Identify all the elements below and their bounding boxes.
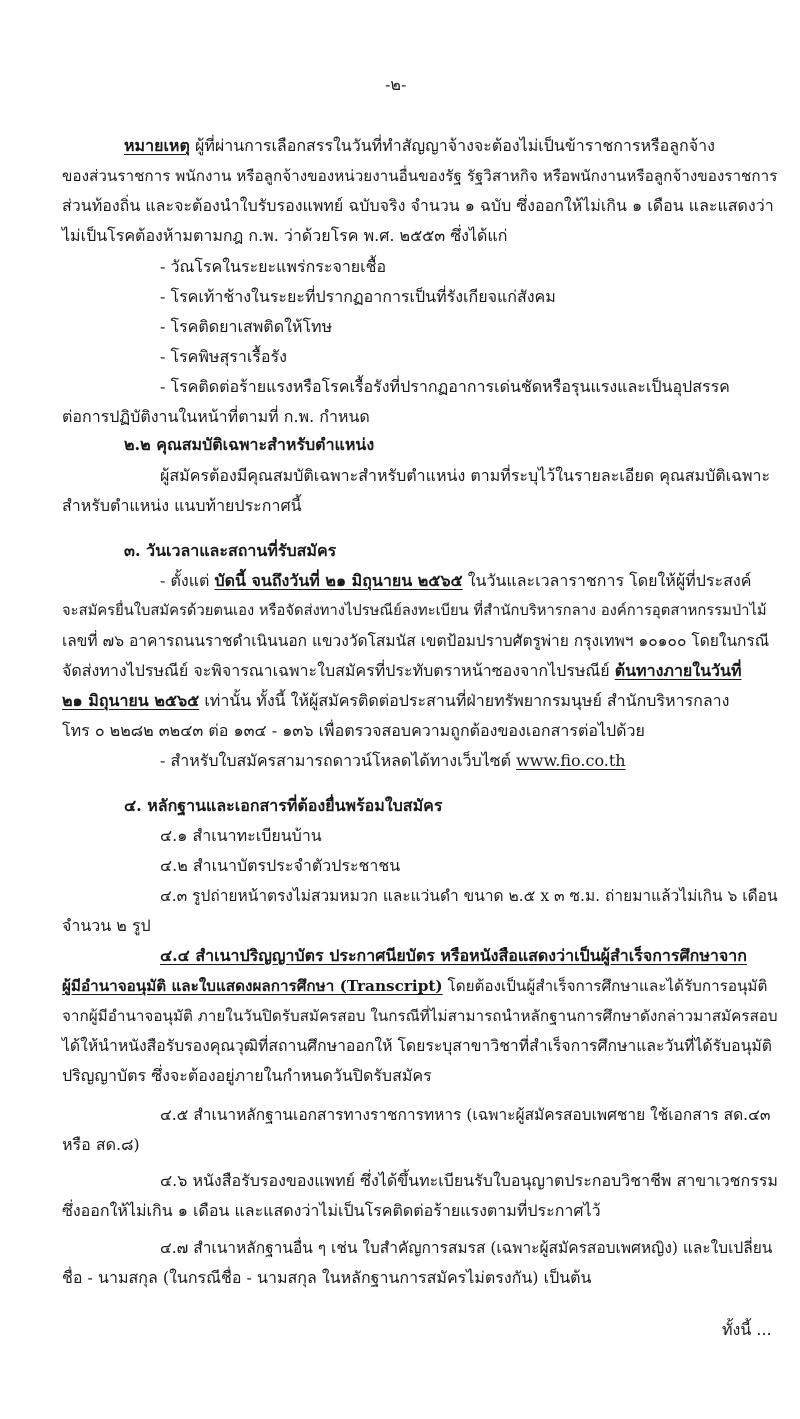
item-4-6-line-2: ซึ่งออกให้ไม่เกิน ๑ เดือน และแสดงว่าไม่เป็นโรคติดต่อร้ายแรงตามที่ประกาศไว้ <box>62 1201 601 1220</box>
item-4-5-line-2: หรือ สด.๘) <box>62 1135 140 1154</box>
section-22-line-2: สำหรับตำแหน่ง แนบท้ายประกาศนี้ <box>62 496 302 515</box>
item-4-4-line-2-suffix: โดยต้องเป็นผู้สำเร็จการศึกษาและได้รับการอนุมัติ <box>442 977 768 995</box>
section-3-line-6: โทร ๐ ๒๒๘๒ ๓๒๔๓ ต่อ ๑๓๔ - ๑๓๖ เพื่อตรวจสอบความถูกต้องของเอกสารต่อไปด้วย <box>62 721 645 740</box>
item-4-7-line-1: ๔.๗ สำเนาหลักฐานอื่น ๆ เช่น ใบสำคัญการสมรส (เฉพาะผู้สมัครสอบเพศหญิง) และใบเปลี่ยน <box>160 1239 773 1257</box>
website-link[interactable]: www.fio.co.th <box>516 751 626 770</box>
section-3-line-5-suffix: เท่านั้น ทั้งนี้ ให้ผู้สมัครติดต่อประสานที่ฝ่ายทรัพยากรมนุษย์ สำนักบริหารกลาง <box>199 691 730 710</box>
item-4-3-line-2: จำนวน ๒ รูป <box>62 916 151 935</box>
disease-item: - โรคติดยาเสพติดให้โทษ <box>160 317 333 336</box>
note-line-4: ไม่เป็นโรคต้องห้ามตามกฎ ก.พ. ว่าด้วยโรค พ.ศ. ๒๕๕๓ ซึ่งได้แก่ <box>62 226 508 245</box>
note-line-1 <box>124 135 715 157</box>
page-number: -๒- <box>385 75 407 94</box>
section-3-line-1-prefix: - ตั้งแต่ <box>160 571 215 590</box>
section-3-line-3: เลขที่ ๗๖ อาคารถนนราชดำเนินนอก แขวงวัดโสมนัส เขตป้อมปราบศัตรูพ่าย กรุงเทพฯ ๑๐๑๐๐ โดยในกรณี <box>62 632 770 650</box>
section-3-line-2: จะสมัครยื่นใบสมัครด้วยตนเอง หรือจัดส่งทางไปรษณีย์ลงทะเบียน ที่สำนักบริหารกลาง องค์การอุตสาหกรรมป่าไม้ <box>62 602 767 619</box>
application-dates: บัดนี้ จนถึงวันที่ ๒๑ มิถุนายน ๒๕๖๕ <box>214 571 463 590</box>
section-3-heading: ๓. วันเวลาและสถานที่รับสมัคร <box>124 541 337 560</box>
item-4-4-emphasis-cont: ผู้มีอำนาจอนุมัติ และใบแสดงผลการศึกษา (Transcript) <box>62 977 443 995</box>
disease-item: - วัณโรคในระยะแพร่กระจายเชื้อ <box>160 257 387 276</box>
item-4-7-line-2: ชื่อ - นามสกุล (ในกรณีชื่อ - นามสกุล ในหลักฐานการสมัครไม่ตรงกัน) เป็นต้น <box>62 1268 592 1287</box>
item-4-4-line-2 <box>62 975 767 997</box>
disease-item: - โรคเท้าช้างในระยะที่ปรากฏอาการเป็นที่รังเกียจแก่สังคม <box>160 287 556 306</box>
section-22-line-1: ผู้สมัครต้องมีคุณสมบัติเฉพาะสำหรับตำแหน่ง ตามที่ระบุไว้ในรายละเอียด คุณสมบัติเฉพาะ <box>160 466 771 485</box>
item-4-2: ๔.๒ สำเนาบัตรประจำตัวประชาชน <box>160 856 401 875</box>
item-4-6-line-1: ๔.๖ หนังสือรับรองของแพทย์ ซึ่งได้ขึ้นทะเบียนรับใบอนุญาตประกอบวิชาชีพ สาขาเวชกรรม <box>160 1171 778 1190</box>
item-4-3-line-1: ๔.๓ รูปถ่ายหน้าตรงไม่สวมหมวก และแว่นดำ ขนาด ๒.๕ x ๓ ซ.ม. ถ่ายมาแล้วไม่เกิน ๖ เดือน <box>160 887 778 905</box>
note-line-1-text: ผู้ที่ผ่านการเลือกสรรในวันที่ทำสัญญาจ้างจะต้องไม่เป็นข้าราชการหรือลูกจ้าง <box>194 136 715 155</box>
note-label: หมายเหตุ <box>124 136 190 155</box>
item-4-4-line-4: ได้ให้นำหนังสือรับรองคุณวุฒิที่สถานศึกษาออกให้ โดยระบุสาขาวิชาที่สำเร็จการศึกษาและวันที่ได้รับอนุมัติ <box>62 1036 772 1055</box>
section-3-download-line <box>160 750 626 772</box>
postmark-deadline-date: ๒๑ มิถุนายน ๒๕๖๕ <box>62 691 200 710</box>
section-3-line-4-prefix: จัดส่งทางไปรษณีย์ จะพิจารณาเฉพาะใบสมัครที่ประทับตราหน้าซองจากไปรษณีย์ <box>62 661 615 680</box>
item-4-5-line-1: ๔.๕ สำเนาหลักฐานเอกสารทางราชการทหาร (เฉพาะผู้สมัครสอบเพศชาย ใช้เอกสาร สด.๔๓ <box>160 1106 771 1124</box>
item-4-4-line-5: ปริญญาบัตร ซึ่งจะต้องอยู่ภายในกำหนดวันปิดรับสมัคร <box>62 1066 432 1085</box>
item-4-4-emphasis: ๔.๔ สำเนาปริญญาบัตร ประกาศนียบัตร หรือหนังสือแสดงว่าเป็นผู้สำเร็จการศึกษาจาก <box>160 946 747 965</box>
download-prefix: - สำหรับใบสมัครสามารถดาวน์โหลดได้ทางเว็บไซต์ <box>160 751 517 770</box>
disease-continuation: ต่อการปฏิบัติงานในหน้าที่ตามที่ ก.พ. กำหนด <box>62 407 370 426</box>
note-line-2: ของส่วนราชการ พนักงาน หรือลูกจ้างของหน่วยงานอื่นของรัฐ รัฐวิสาหกิจ หรือพนักงานหรือลูกจ้างของราชการ <box>62 167 778 185</box>
section-3-line-5 <box>62 690 729 712</box>
section-3-line-1 <box>160 570 751 592</box>
section-3-line-1-suffix: ในวันและเวลาราชการ โดยให้ผู้ที่ประสงค์ <box>462 571 752 590</box>
item-4-4-line-1 <box>160 945 747 967</box>
section-4-heading: ๔. หลักฐานและเอกสารที่ต้องยื่นพร้อมใบสมัคร <box>124 796 443 815</box>
postmark-deadline: ต้นทางภายในวันที่ <box>614 661 742 680</box>
note-line-3: ส่วนท้องถิ่น และจะต้องนำใบรับรองแพทย์ ฉบับจริง จำนวน ๑ ฉบับ ซึ่งออกให้ไม่เกิน ๑ เดือน และแสดงว่า <box>62 196 774 215</box>
section-3-line-4 <box>62 660 742 682</box>
disease-item: - โรคติดต่อร้ายแรงหรือโรคเรื้อรังที่ปรากฏอาการเด่นชัดหรือรุนแรงและเป็นอุปสรรค <box>160 377 730 396</box>
continuation-text: ทั้งนี้ ... <box>722 1320 772 1339</box>
item-4-4-line-3: จากผู้มีอำนาจอนุมัติ ภายในวันปิดรับสมัครสอบ ในกรณีที่ไม่สามารถนำหลักฐานการศึกษาดังกล่าวมาสมัครสอบ <box>62 1007 778 1025</box>
item-4-1: ๔.๑ สำเนาทะเบียนบ้าน <box>160 826 322 845</box>
section-22-heading: ๒.๒ คุณสมบัติเฉพาะสำหรับตำแหน่ง <box>124 435 375 454</box>
disease-item: - โรคพิษสุราเรื้อรัง <box>160 347 287 366</box>
